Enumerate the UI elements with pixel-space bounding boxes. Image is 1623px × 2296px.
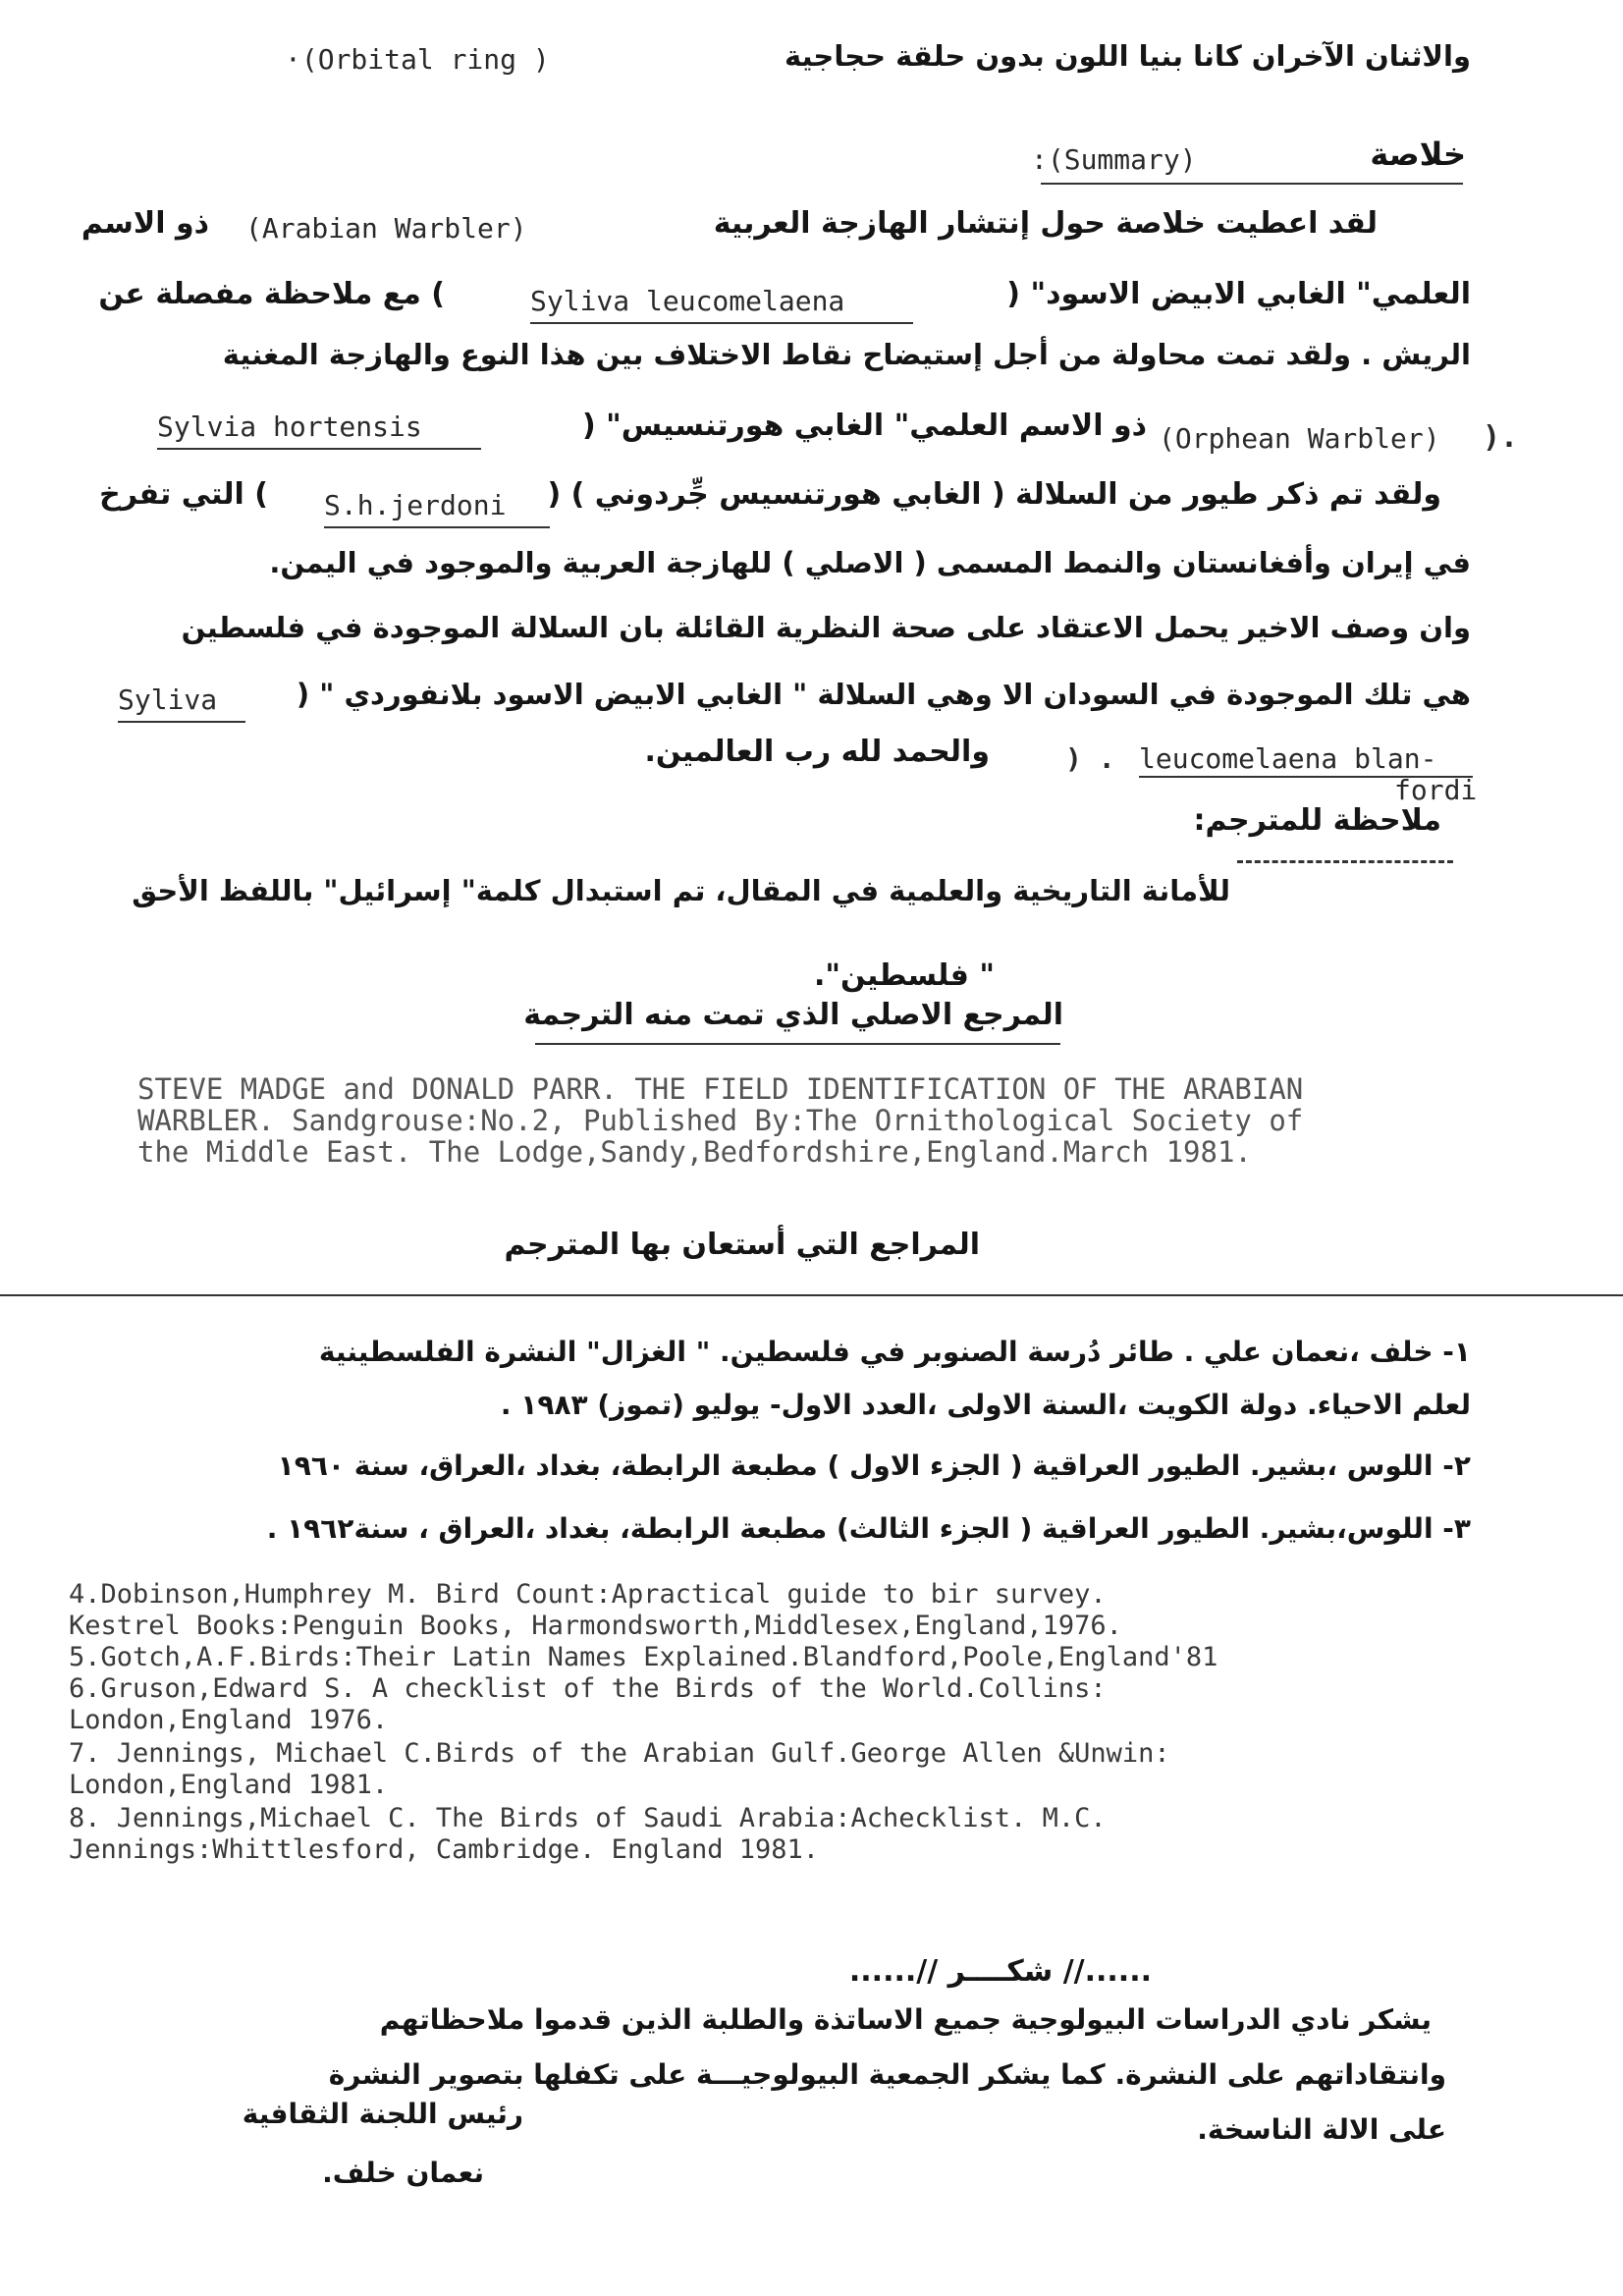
- sylvia-hortensis-term: Sylvia hortensis: [157, 410, 422, 443]
- leucomelaena-blanfordi-term: leucomelaena blan-: [1139, 742, 1437, 775]
- original-ref-underline: [535, 1043, 1060, 1045]
- line-6-end: ).: [1483, 420, 1519, 455]
- thanks-title: ......// شكــــر //......: [848, 1954, 1152, 1989]
- signature-name: نعمان خلف.: [322, 2157, 484, 2189]
- arabian-warbler-term: (Arabian Warbler): [245, 212, 527, 245]
- original-ref-line-1: STEVE MADGE and DONALD PARR. THE FIELD IDENTIFICATION OF THE ARABIAN: [137, 1072, 1304, 1106]
- orbital-ring-term: ·(Orbital ring ): [285, 43, 550, 76]
- line-4-arabic-end: ) مع ملاحظة مفصلة عن: [98, 277, 445, 311]
- original-ref-line-2: WARBLER. Sandgrouse:No.2, Published By:The Ornithological Society of: [137, 1104, 1304, 1137]
- translator-note-dashes: [1237, 860, 1453, 863]
- syliva-leucomelaena-term: Syliva leucomelaena: [530, 285, 845, 317]
- line-11-arabic: والحمد لله رب العالمين.: [644, 735, 990, 769]
- original-ref-line-3: the Middle East. The Lodge,Sandy,Bedfordshire,England.March 1981.: [137, 1135, 1252, 1169]
- syliva-underline: [118, 721, 245, 723]
- line-5-arabic: الريش . ولقد تمت محاولة من أجل إستيضاح نقاط الاختلاف بين هذا النوع والهازجة المغنية: [222, 338, 1471, 371]
- section-divider: [0, 1294, 1623, 1296]
- species-underline: [530, 322, 913, 324]
- english-ref-4-line-1: 4.Dobinson,Humphrey M. Bird Count:Apractical guide to bir survey.: [69, 1579, 1107, 1610]
- jerdoni-underline: [324, 526, 550, 528]
- english-ref-6-line-1: 6.Gruson,Edward S. A checklist of the Birds of the World.Collins:: [69, 1673, 1107, 1704]
- references-title: المراجع التي أستعان بها المترجم: [504, 1228, 980, 1262]
- line-8-arabic: في إيران وأفغانستان والنمط المسمى ( الاصلي ) للهازجة العربية والموجود في اليمن.: [269, 546, 1471, 579]
- line-7-arabic-end: ) التي تفرخ: [99, 477, 268, 512]
- english-ref-8-line-1: 8. Jennings,Michael C. The Birds of Saudi Arabia:Achecklist. M.C.: [69, 1803, 1107, 1833]
- arabic-ref-1-line-2: لعلم الاحياء. دولة الكويت ،السنة الاولى ،العدد الاول- يوليو (تموز) ١٩٨٣ .: [500, 1389, 1471, 1421]
- signature-title: رئيس اللجنة الثقافية: [242, 2098, 523, 2130]
- line-1-arabic: والاثنان الآخران كانا بنيا اللون بدون حلقة حجاجية: [784, 39, 1471, 73]
- jerdoni-term: S.h.jerdoni: [324, 489, 507, 521]
- original-ref-title: المرجع الاصلي الذي تمت منه الترجمة: [523, 998, 1063, 1032]
- english-ref-4: [69, 1579, 1122, 1642]
- english-ref-5: [69, 1642, 1217, 1673]
- line-3-arabic: لقد اعطيت خلاصة حول إنتشار الهازجة العربية: [713, 206, 1378, 241]
- english-ref-7-line-1: 7. Jennings, Michael C.Birds of the Arabian Gulf.George Allen &Unwin:: [69, 1738, 1170, 1769]
- english-ref-6-line-2: London,England 1976.: [69, 1705, 389, 1735]
- english-ref-7: [69, 1738, 1170, 1801]
- line-4-arabic: العلمي" الغابي الابيض الاسود" (: [1006, 277, 1471, 311]
- thanks-line-3: على الالة الناسخة.: [1197, 2113, 1446, 2146]
- arabic-ref-2: ٢- اللوس ،بشير. الطيور العراقية ( الجزء الاول ) مطبعة الرابطة، بغداد ،العراق، سنة ١٩٦٠: [277, 1449, 1471, 1482]
- fordi-term: fordi: [1394, 774, 1478, 806]
- english-ref-6: [69, 1673, 1107, 1736]
- arabic-ref-3: ٣- اللوس،بشير. الطيور العراقية ( الجزء الثالث) مطبعة الرابطة، بغداد ،العراق ، سنة١٩٦٢ .: [266, 1512, 1471, 1545]
- line-11-mid: ) .: [1065, 742, 1115, 775]
- english-ref-5-line-1: 5.Gotch,A.F.Birds:Their Latin Names Explained.Blandford,Poole,England'81: [69, 1642, 1218, 1672]
- orphean-warbler-term: (Orphean Warbler): [1159, 422, 1440, 455]
- summary-heading-arabic: خلاصة: [1370, 136, 1466, 173]
- translator-note-text: للأمانة التاريخية والعلمية في المقال، تم استبدال كلمة" إسرائيل" باللفظ الأحق: [132, 874, 1230, 907]
- syliva-term: Syliva: [118, 683, 218, 716]
- line-3-arabic-end: ذو الاسم: [81, 206, 209, 241]
- thanks-line-2: وانتقاداتهم على النشرة. كما يشكر الجمعية البيولوجيـــة على تكفلها بتصوير النشرة: [328, 2058, 1446, 2091]
- english-ref-4-line-2: Kestrel Books:Penguin Books, Harmondsworth,Middlesex,England,1976.: [69, 1611, 1122, 1641]
- line-10-arabic: هي تلك الموجودة في السودان الا وهي السلالة " الغابي الابيض الاسود بلانفوردي " (: [296, 678, 1471, 711]
- english-ref-7-line-2: London,England 1981.: [69, 1770, 389, 1800]
- english-ref-8: [69, 1803, 1107, 1866]
- english-ref-8-line-2: Jennings:Whittlesford, Cambridge. England 1981.: [69, 1834, 820, 1865]
- thanks-line-1: يشكر نادي الدراسات البيولوجية جميع الاساتذة والطلبة الذين قدموا ملاحظاتهم: [379, 2003, 1432, 2036]
- line-9-arabic: وان وصف الاخير يحمل الاعتقاد على صحة النظرية القائلة بان السلالة الموجودة في فلسطين: [181, 611, 1471, 644]
- summary-heading-english: :(Summary): [1031, 143, 1197, 176]
- line-6-arabic: ذو الاسم العلمي" الغابي هورتنسيس" (: [581, 409, 1147, 443]
- line-7-arabic: ولقد تم ذكر طيور من السلالة ( الغابي هورتنسيس جِّردوني ) (: [547, 477, 1441, 512]
- translator-note-text-2: " فلسطين".: [814, 958, 995, 993]
- translator-note-title: ملاحظة للمترجم:: [1193, 803, 1441, 838]
- hortensis-underline: [157, 448, 481, 450]
- summary-underline: [1041, 183, 1463, 185]
- arabic-ref-1-line-1: ١- خلف ،نعمان علي . طائر دُرسة الصنوبر في فلسطين. " الغزال" النشرة الفلسطينية: [318, 1336, 1471, 1368]
